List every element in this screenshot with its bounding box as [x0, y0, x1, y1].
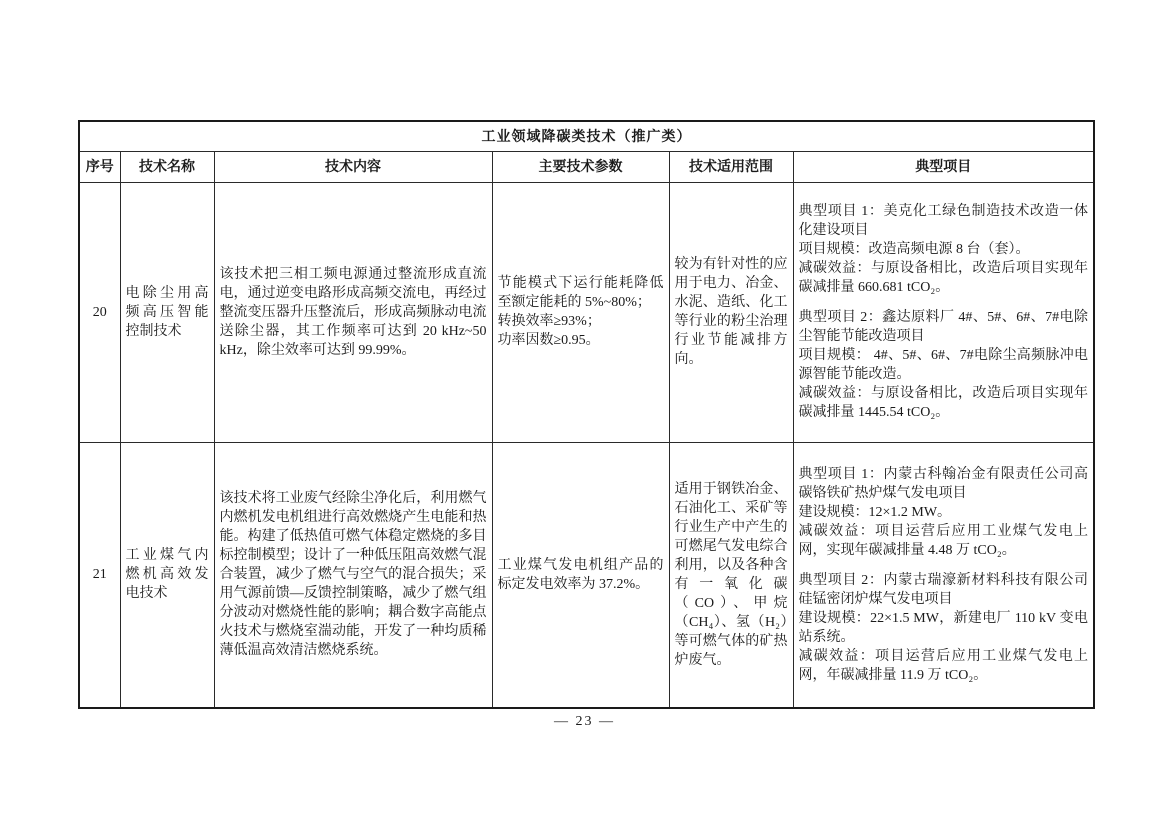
table-title-row: [79, 121, 1094, 151]
technology-params: [492, 442, 669, 708]
col-header-typical-projects: 典型项目: [793, 151, 1094, 182]
scope-paragraph: 较为有针对性的应用于电力、冶金、水泥、造纸、化工等行业的粉尘治理行业节能减排方向。: [674, 257, 788, 367]
project-line: 项目规模： 4#、5#、6#、7#电除尘高频脉冲电源智能节能改造。: [798, 348, 1088, 382]
project-line: 减碳效益：项目运营后应用工业煤气发电上网，年碳减排量 11.9 万 tCO₂。: [798, 648, 1088, 683]
serial-number: 21: [79, 442, 120, 708]
technology-scope: [669, 442, 793, 708]
col-header-serial: 序号: [79, 151, 120, 182]
project-group: [799, 308, 1089, 422]
param-line: 转换效率≥93%；: [497, 314, 601, 329]
col-header-scope: 技术适用范围: [669, 151, 793, 182]
technology-params: [492, 182, 669, 442]
table-row: [79, 442, 1094, 708]
col-header-content: 技术内容: [214, 151, 492, 182]
project-line: 建设规模：12×1.2 MW。: [798, 504, 952, 520]
project-line: 建设规模：22×1.5 MW，新建电厂 110 kV 变电站系统。: [798, 610, 1088, 645]
typical-projects: [793, 442, 1094, 708]
param-line: 节能模式下运行能耗降低至额定能耗的 5%~80%；: [497, 276, 664, 310]
col-header-params: 主要技术参数: [492, 151, 669, 182]
table-row: [79, 182, 1094, 442]
technology-table: [78, 120, 1093, 709]
col-header-name: 技术名称: [120, 151, 214, 182]
project-line: 减碳效益：项目运营后应用工业煤气发电上网，实现年碳减排量 4.48 万 tCO₂。: [798, 523, 1088, 558]
content-paragraph: 该技术把三相工频电源通过整流形成直流电，通过逆变电路形成高频交流电，再经过整流变压器升压整流后，形成高频脉动电流送除尘器，其工作频率可达到 20 kHz~50 kHz，除尘效率可达到 99.99%。: [219, 266, 487, 358]
param-line: 工业煤气发电机组产品的标定发电效率为 37.2%。: [497, 557, 664, 592]
technology-content: [214, 442, 492, 708]
table-title: 工业领域降碳类技术（推广类）: [79, 121, 1094, 151]
technology-scope: [669, 182, 793, 442]
technology-name: 电除尘用高频高压智能控制技术: [120, 182, 214, 442]
table-header-row: [79, 151, 1094, 182]
technology-name: 工业煤气内燃机高效发电技术: [120, 442, 214, 708]
scope-paragraph: 适用于钢铁冶金、石油化工、采矿等行业生产中产生的可燃尾气发电综合利用，以及各种含有一氧化碳（CO）、甲烷（CH₄）、氢（H₂）等可燃气体的矿热炉废气。: [674, 481, 788, 668]
project-line: 典型项目 1：内蒙古科翰冶金有限责任公司高碳铬铁矿热炉煤气发电项目: [798, 466, 1088, 501]
carbon-reduction-technology-table: [78, 120, 1095, 709]
content-paragraph: 该技术将工业废气经除尘净化后，利用燃气内燃机发电机组进行高效燃烧产生电能和热能。构建了低热值可燃气体稳定燃烧的多目标控制模型；设计了一种低压阻高效燃气混合装置，减少了燃气与空气的混合损失；采用气源前馈—反馈控制策略，减少了燃气组分波动对燃烧性能的影响；耦合数字高能点火技术与燃烧室湍动能，开发了一种均质稀薄低温高效清洁燃烧系统。: [219, 491, 487, 659]
serial-number: 20: [79, 182, 120, 442]
project-line: 减碳效益：与原设备相比，改造后项目实现年碳减排量 660.681 tCO₂。: [798, 261, 1088, 295]
project-line: 减碳效益：与原设备相比，改造后项目实现年碳减排量 1445.54 tCO₂。: [798, 386, 1088, 420]
page-number: — 23 —: [554, 714, 615, 729]
technology-content: [214, 182, 492, 442]
project-line: 典型项目 2：内蒙古瑞濠新材料科技有限公司硅锰密闭炉煤气发电项目: [798, 572, 1088, 607]
project-group: [799, 571, 1089, 685]
param-line: 功率因数≥0.95。: [497, 333, 600, 348]
project-line: 项目规模：改造高频电源 8 台（套）。: [798, 242, 1030, 257]
project-group: [799, 465, 1089, 560]
project-line: 典型项目 1：美克化工绿色制造技术改造一体化建设项目: [798, 204, 1088, 238]
typical-projects: [793, 182, 1094, 442]
project-group: [799, 202, 1089, 297]
project-line: 典型项目 2：鑫达原料厂 4#、5#、6#、7#电除尘智能节能改造项目: [798, 310, 1088, 344]
